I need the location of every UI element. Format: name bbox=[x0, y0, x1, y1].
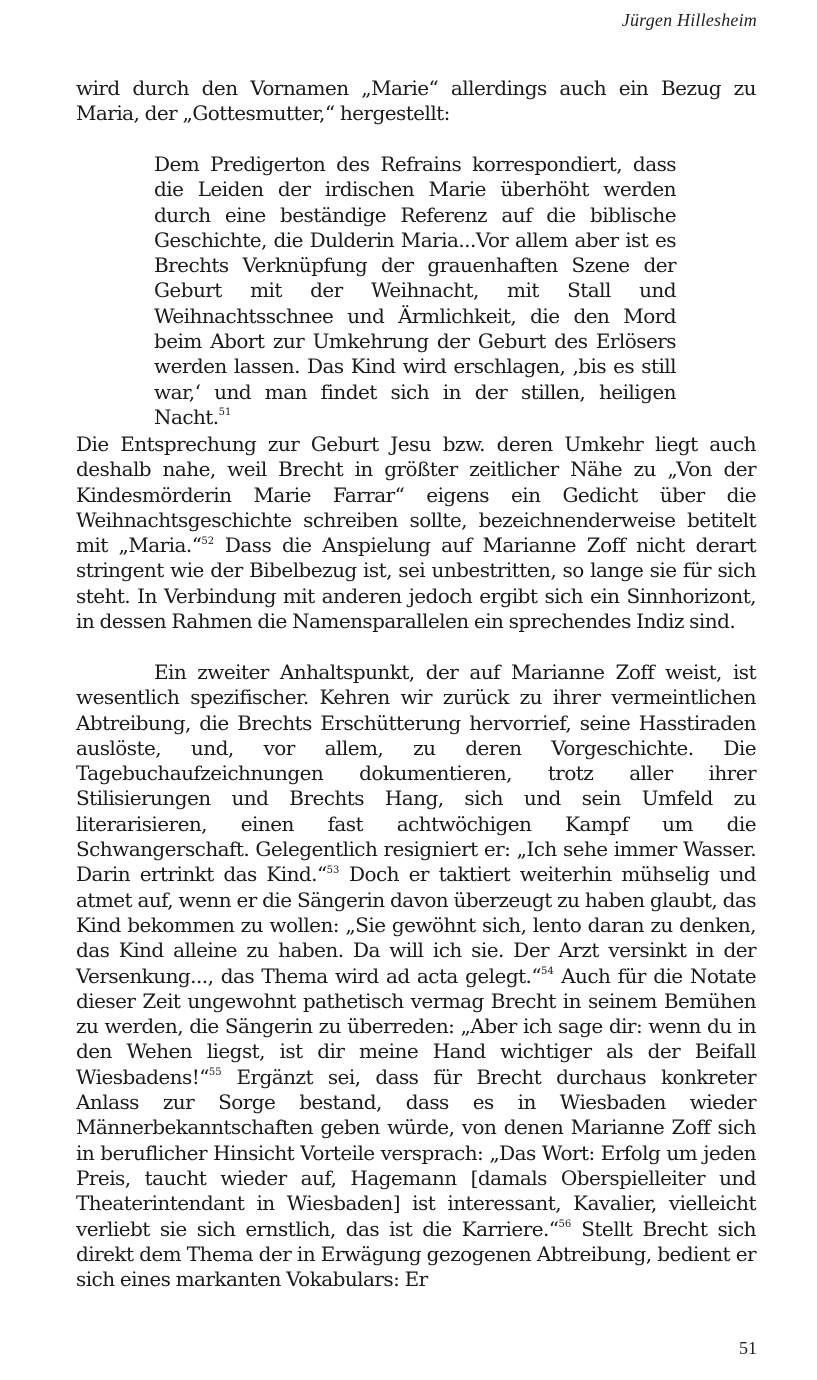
footnote-ref-54[interactable]: 54 bbox=[541, 965, 554, 977]
footnote-ref-55[interactable]: 55 bbox=[208, 1067, 222, 1079]
paragraph-second-part2: Dass die Anspielung auf Marianne Zoff nicht derart stringent wie der Bibelbezug ist, sei unbestritten, so lange sie für sich steht. In Verbindung mit anderen jedoch ergibt sich ein Sinnhorizont, in dessen Rahmen die Namensparallelen ein sprechendes Indiz sind. bbox=[76, 533, 756, 634]
footnote-ref-52[interactable]: 52 bbox=[201, 535, 215, 547]
page-number: 51 bbox=[739, 1338, 757, 1358]
paragraph-second-part1: Die Entsprechung zur Geburt Jesu bzw. deren Umkehr liegt auch deshalb nahe, weil Brecht in größter zeitlicher Nähe zu „Von der Kindesmörderin Marie Farrar“ eigens ein Gedicht über die Weihnachtsgeschichte schreiben sollte, bezeichnenderweise betitelt mit „Maria.“ bbox=[76, 432, 756, 558]
paragraph-third-part2: Doch er taktiert weiterhin mühselig und atmet auf, wenn er die Sängerin davon überzeugt zu haben glaubt, das Kind bekommen zu wollen: „Sie gewöhnt sich, lento daran zu denken, das Kind alleine zu haben. Da will ich sie. Der Arzt versinkt in der Versenkung..., das Thema wird ad acta gelegt.“ bbox=[76, 862, 756, 988]
paragraph-third-part1: Ein zweiter Anhaltspunkt, der auf Marianne Zoff weist, ist wesentlich spezifischer. Kehren wir zurück zu ihrer vermeintlichen Abtreibung, die Brechts Erschütterung hervorrief, seine Hasstiraden auslöste, und, vor allem, zu deren Vorgeschichte. Die Tagebuchaufzeichnungen dokumentieren, trotz aller ihrer Stilisierungen und Brechts Hang, sich und sein Umfeld zu literarisieren, einen fast achtwöchigen Kampf um die Schwangerschaft. Gelegentlich resigniert er: „Ich sehe immer Wasser. Darin ertrinkt das Kind.“ bbox=[76, 660, 756, 887]
block-quote-text: Dem Predigerton des Refrains korrespondiert, dass die Leiden der irdischen Marie überhöht werden durch eine beständige Referenz auf die biblische Geschichte, die Dulderin Maria...Vor allem aber ist es Brechts Verknüpfung der grauenhaften Szene der Geburt mit der Weihnacht, mit Stall und Weihnachtsschnee und Ärmlichkeit, die den Mord beim Abort zur Umkehrung der Geburt des Erlösers werden lassen. Das Kind wird erschlagen, ‚bis es still war,‘ und man findet sich in der stillen, heiligen Nacht. bbox=[154, 152, 676, 429]
paragraph-third-part4: Ergänzt sei, dass für Brecht durchaus konkreter Anlass zur Sorge bestand, dass es in Wiesbaden wieder Männerbekanntschaften geben würde, von denen Marianne Zoff sich in beruflicher Hinsicht Vorteile versprach: „Das Wort: Erfolg um jeden Preis, taucht wieder auf, Hagemann [damals Oberspielleiter und Theaterintendant in Wiesbaden] ist interessant, Kavalier, vielleicht verliebt sie sich ernstlich, das ist die Karriere.“ bbox=[76, 1064, 756, 1241]
block-quote bbox=[154, 152, 676, 430]
paragraph-second bbox=[76, 432, 756, 634]
footnote-ref-56[interactable]: 56 bbox=[558, 1218, 572, 1230]
footnote-ref-51[interactable]: 51 bbox=[218, 407, 232, 419]
paragraph-third-part5: Stellt Brecht sich direkt dem Thema der in Erwägung gezogenen Abtreibung, bedient er sich eines markanten Vokabulars: Er bbox=[76, 1216, 756, 1292]
paragraph-third bbox=[76, 660, 756, 1292]
running-header-author: Jürgen Hillesheim bbox=[621, 10, 757, 30]
paragraph-third-part3: Auch für die Notate dieser Zeit ungewohnt pathetisch vermag Brecht in seinem Bemühen zu werden, die Sängerin zu überreden: „Aber ich sage dir: wenn du in den Wehen liegst, ist dir meine Hand wichtiger als der Beifall Wiesbadens!“ bbox=[76, 963, 756, 1089]
paragraph-intro: wird durch den Vornamen „Marie“ allerdings auch ein Bezug zu Maria, der „Gottesmutter,“ hergestellt: bbox=[76, 76, 756, 126]
footnote-ref-53[interactable]: 53 bbox=[326, 864, 340, 876]
